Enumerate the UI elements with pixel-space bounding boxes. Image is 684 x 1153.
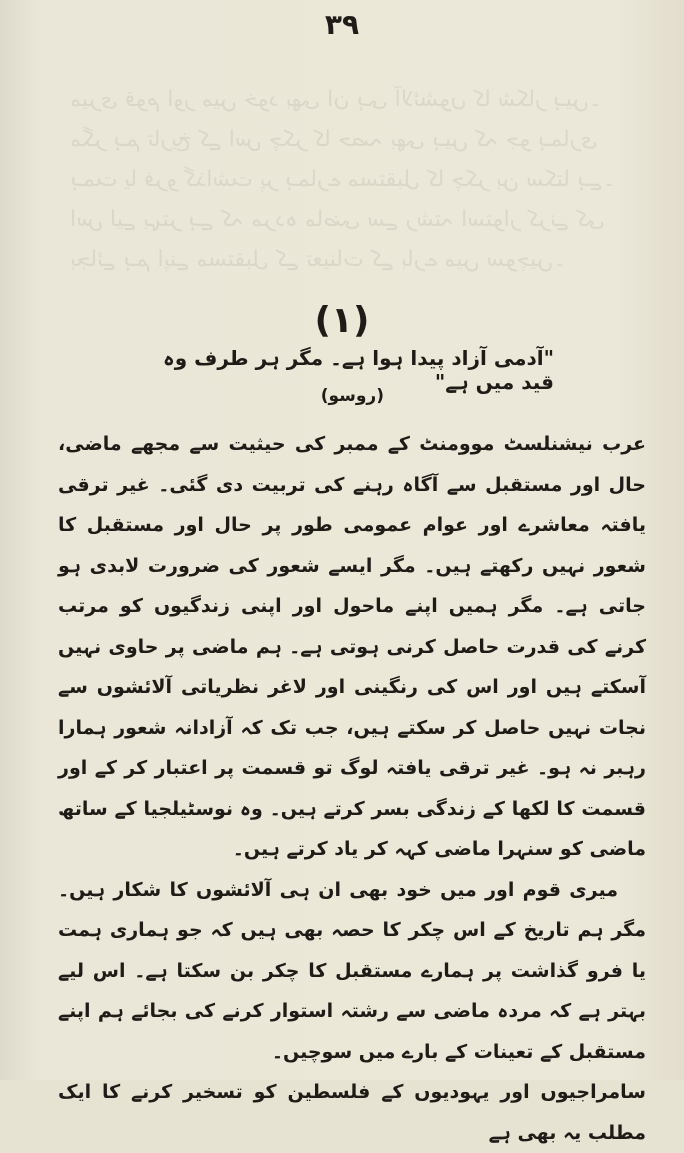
show-through-text [70,80,634,280]
paragraph-2: میری قوم اور میں خود بھی ان ہی آلائشوں کا شکار ہیں۔ مگر ہم تاریخ کے اس چکر کا حصہ بھی ہیں کہ جو ہماری ہمت یا فرو گذاشت پر ہمارے مستقبل کا چکر بن سکتا ہے۔ اس لیے بہتر ہے کہ مردہ ماضی سے رشتہ استوار کرنے کی بجائے ہم اپنے مستقبل کے تعینات کے بارے میں سوچیں۔ [58,878,646,1063]
page-number: ٣٩ [324,8,360,41]
section-number: (١) [314,300,370,341]
epigraph-quote: "آدمی آزاد پیدا ہوا ہے۔ مگر ہر طرف وہ قید میں ہے" [163,346,554,394]
paragraph-3: سامراجیوں اور یہودیوں کے فلسطین کو تسخیر کرنے کا ایک مطلب یہ بھی ہے [58,1081,646,1144]
paragraph-1: عرب نیشنلسٹ موومنٹ کے ممبر کی حیثیت سے مجھے ماضی، حال اور مستقبل سے آگاہ رہنے کی تربیت دی گئی۔ غیر ترقی یافتہ معاشرے اور عوام عمومی طور پر حال اور مستقبل کا شعور نہیں رکھتے ہیں۔ مگر ایسے شعور کی ضرورت لابدی ہو جاتی ہے۔ مگر ہمیں اپنے ماحول اور اپنی زندگیوں کو مرتب کرنے کی قدرت حاصل کرنی ہوتی ہے۔ ہم ماضی پر حاوی نہیں آسکتے ہیں اور اس کی رنگینی اور لاغر نظریاتی آلائشوں سے نجات نہیں حاصل کر سکتے ہیں، جب تک کہ آزادانہ شعور ہمارا رہبر نہ ہو۔ غیر ترقی یافتہ لوگ تو قسمت پر اعتبار کر کے اور قسمت کا لکھا کے زندگی بسر کرتے ہیں۔ وہ نوسٹیلجیا کے ساتھ ماضی کو سنہرا ماضی کہہ کر یاد کرتے ہیں۔ [58,433,646,860]
body-text [58,424,646,1153]
show-through-line: میری قوم اور میں خود بھی ان ہی آلائشوں کا شکار ہیں۔ مگر ہم تاریخ کے اس چکر کا حصہ بھی ہیں کہ جو ہماری ہمت یا فرو گذاشت پر ہمارے مستقبل کا چکر بن سکتا ہے۔ اس لیے بہتر ہے کہ مردہ ماضی سے رشتہ استوار کرنے کی بجائے ہم اپنے مستقبل کے تعینات کے بارے میں سوچیں۔ [70,87,616,272]
epigraph-attribution: (روسو) [320,386,384,406]
